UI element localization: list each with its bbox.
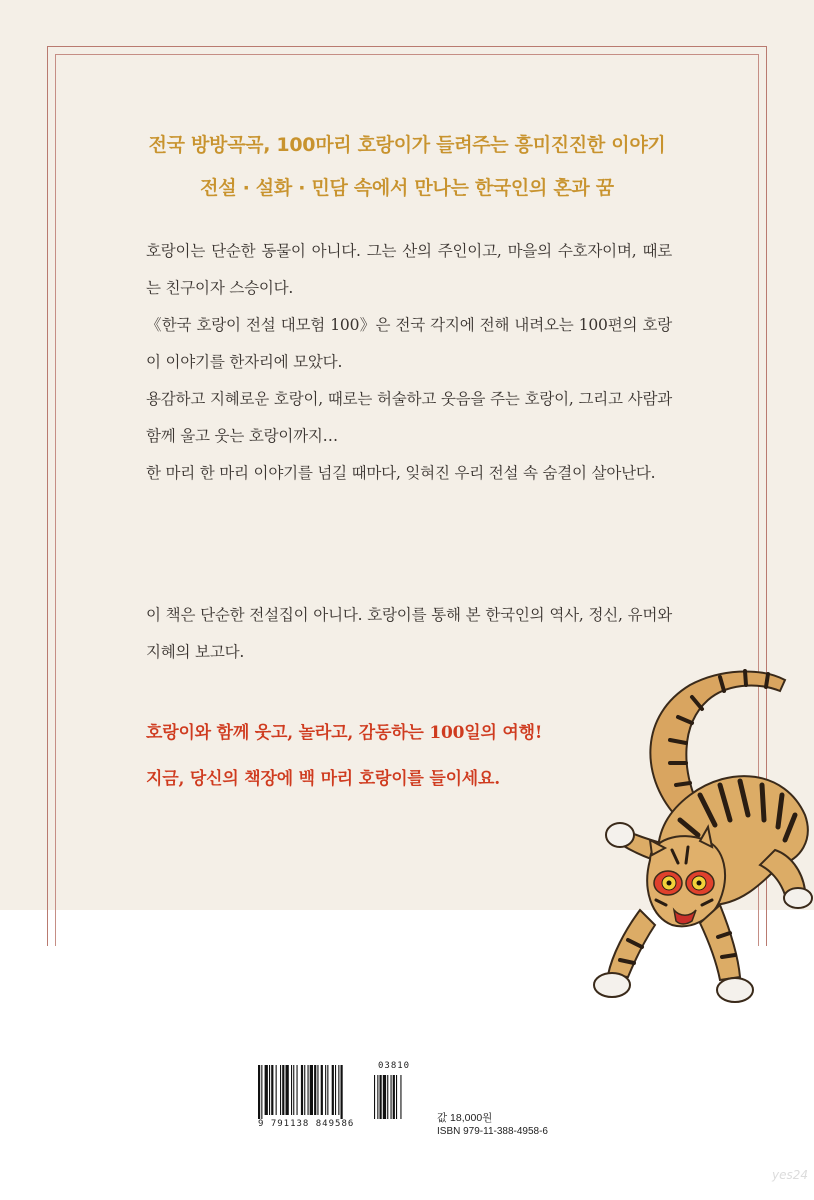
- barcode-bar: [304, 1065, 305, 1115]
- barcode-main-digits: 9 791138 849586: [258, 1119, 355, 1129]
- barcode-bar: [325, 1065, 326, 1115]
- barcode-bar: [269, 1065, 270, 1115]
- barcode-addon-bar: [391, 1075, 392, 1119]
- body-sentence: 용감하고 지혜로운 호랑이, 때로는 허술하고 웃음을 주는 호랑이, 그리고 사람과 함께 울고 웃는 호랑이까지…: [146, 390, 672, 445]
- barcode-bar: [280, 1065, 281, 1115]
- body-paragraph-1: [146, 233, 672, 492]
- barcode-addon-digits: 03810: [378, 1061, 411, 1071]
- barcode-bar: [335, 1065, 336, 1115]
- barcode-bar: [321, 1065, 323, 1115]
- body-sentence: 《한국 호랑이 전설 대모험 100》은 전국 각지에 전해 내려오는 100편의 호랑이 이야기를 한자리에 모았다.: [146, 316, 672, 371]
- barcode-bars: [256, 1063, 436, 1119]
- body-sentence: 이 책은 단순한 전설집이 아니다. 호랑이를 통해 본 한국인의 역사, 정신, 유머와 지혜의 보고다.: [146, 606, 672, 661]
- barcode-bar: [293, 1065, 294, 1115]
- barcode-addon-bar: [387, 1075, 388, 1119]
- barcode-bar: [258, 1065, 260, 1119]
- barcode-bar: [308, 1065, 309, 1115]
- watermark: yes24: [772, 1168, 809, 1182]
- barcode-bar: [271, 1065, 273, 1115]
- headline-line-2: 전설 · 설화 · 민담 속에서 만나는 한국인의 혼과 꿈: [200, 177, 614, 199]
- isbn-label: ISBN 979-11-388-4958-6: [437, 1126, 548, 1137]
- barcode-addon-bar: [374, 1075, 375, 1119]
- barcode-addon-bar: [380, 1075, 382, 1119]
- body-sentence: 한 마리 한 마리 이야기를 넘길 때마다, 잊혀진 우리 전설 속 숨결이 살아난다.: [146, 464, 656, 482]
- barcode-bar: [332, 1065, 334, 1115]
- barcode-bar: [297, 1065, 298, 1115]
- barcode-bar: [338, 1065, 339, 1115]
- barcode-bar: [261, 1065, 262, 1119]
- barcode-bar: [286, 1065, 289, 1115]
- barcode-addon-bar: [393, 1075, 395, 1119]
- tagline-line-1: 호랑이와 함께 웃고, 놀라고, 감동하는 100일의 여행!: [146, 723, 543, 743]
- barcode-addon-bar: [383, 1075, 386, 1119]
- barcode-bar: [327, 1065, 328, 1115]
- barcode-bar: [310, 1065, 313, 1115]
- barcode-bar: [301, 1065, 303, 1115]
- tagline-line-2: 지금, 당신의 책장에 백 마리 호랑이를 들이세요.: [146, 769, 500, 789]
- barcode-addon-bar: [400, 1075, 401, 1119]
- barcode-addon-bar: [377, 1075, 378, 1119]
- barcode-bar: [317, 1065, 318, 1115]
- barcode-bar: [276, 1065, 277, 1115]
- isbn-barcode: [256, 1063, 436, 1133]
- barcode-bar: [291, 1065, 292, 1115]
- price-label: 값 18,000원: [437, 1112, 493, 1124]
- barcode-bar: [265, 1065, 268, 1115]
- barcode-addon-bar: [396, 1075, 397, 1119]
- body-sentence: 호랑이는 단순한 동물이 아니다. 그는 산의 주인이고, 마을의 수호자이며, 때로는 친구이자 스승이다.: [146, 242, 672, 297]
- barcode-bar: [314, 1065, 316, 1115]
- headline-line-1: 전국 방방곡곡, 100마리 호랑이가 들려주는 흥미진진한 이야기: [148, 134, 666, 156]
- barcode-bar: [341, 1065, 343, 1119]
- barcode-bar: [282, 1065, 284, 1115]
- tiger-illustration: [580, 655, 814, 1020]
